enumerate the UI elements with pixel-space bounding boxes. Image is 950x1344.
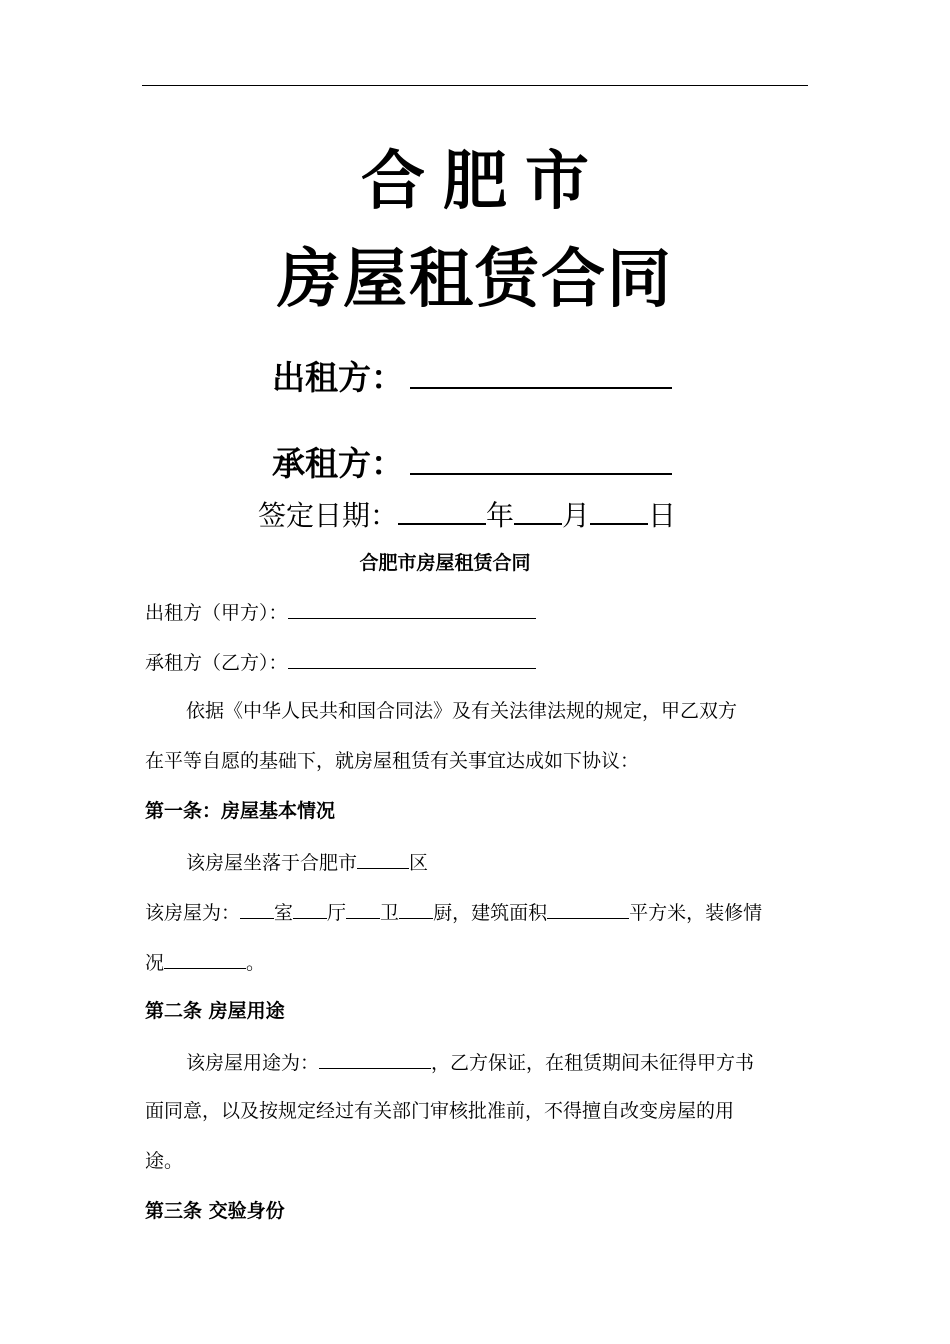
house-label: 该房屋为： <box>145 902 241 924</box>
usage-label: 该房屋用途为： <box>186 1052 320 1074</box>
cover-title-city: 合肥市 <box>361 145 607 219</box>
body-title-text: 合肥市房屋租赁合同 <box>359 552 531 574</box>
article-2-line-2: 面同意，以及按规定经过有关部门审核批准前，不得擅自改变房屋的用 <box>145 1100 735 1122</box>
district-label: 区 <box>409 852 429 874</box>
area-blank[interactable] <box>547 898 629 919</box>
day-label: 日 <box>648 499 677 532</box>
cover-lessee-blank[interactable] <box>410 445 672 475</box>
day-blank[interactable] <box>590 497 648 525</box>
year-label: 年 <box>486 499 515 532</box>
month-blank[interactable] <box>514 497 562 525</box>
cover-lessee-line <box>272 438 672 485</box>
intro-paragraph-line-2: 在平等自愿的基础下，就房屋租赁有关事宜达成如下协议： <box>145 750 640 772</box>
year-blank[interactable] <box>398 497 486 525</box>
room-blank[interactable] <box>240 898 274 919</box>
party-a-line <box>145 598 536 626</box>
article-2-line-1 <box>186 1048 754 1076</box>
body-title <box>0 548 890 575</box>
cover-lessor-line <box>272 352 672 399</box>
decoration-label: 况 <box>145 952 165 974</box>
area-label: 平方米，装修情 <box>629 902 763 924</box>
cover-lessor-blank[interactable] <box>410 359 672 389</box>
kitchen-label: 厨，建筑面积 <box>433 902 548 924</box>
bath-blank[interactable] <box>346 898 380 919</box>
party-b-blank[interactable] <box>288 648 536 669</box>
district-blank[interactable] <box>357 848 409 869</box>
header-rule <box>142 85 808 86</box>
party-b-line <box>145 648 536 676</box>
article-2-title: 第二条 房屋用途 <box>145 1000 285 1022</box>
party-a-label: 出租方（甲方）： <box>145 602 288 624</box>
usage-blank[interactable] <box>319 1048 431 1069</box>
party-a-blank[interactable] <box>288 598 536 619</box>
cover-date-line <box>258 494 676 534</box>
hall-blank[interactable] <box>293 898 327 919</box>
decoration-end: 。 <box>246 952 266 974</box>
cover-lessor-label: 出租方： <box>272 358 404 397</box>
cover-lessee-label: 承租方： <box>272 444 404 483</box>
article-3-title: 第三条 交验身份 <box>145 1200 285 1222</box>
article-1-decoration <box>145 948 265 976</box>
article-2-line-3: 途。 <box>145 1150 184 1172</box>
kitchen-blank[interactable] <box>399 898 433 919</box>
cover-title-main: 房屋租赁合同 <box>277 243 673 317</box>
month-label: 月 <box>562 499 591 532</box>
date-label: 签定日期： <box>258 499 399 532</box>
intro-paragraph-line-1: 依据《中华人民共和国合同法》及有关法律法规的规定，甲乙双方 <box>186 700 738 722</box>
usage-text: ，乙方保证，在租赁期间未征得甲方书 <box>431 1052 755 1074</box>
party-b-label: 承租方（乙方）： <box>145 652 288 674</box>
decoration-blank[interactable] <box>164 948 246 969</box>
room-label: 室 <box>274 902 294 924</box>
article-1-title: 第一条：房屋基本情况 <box>145 800 336 822</box>
hall-label: 厅 <box>327 902 347 924</box>
article-1-location <box>186 848 428 876</box>
bath-label: 卫 <box>380 902 400 924</box>
article-1-layout <box>145 898 762 926</box>
location-label: 该房屋坐落于合肥市 <box>186 852 358 874</box>
